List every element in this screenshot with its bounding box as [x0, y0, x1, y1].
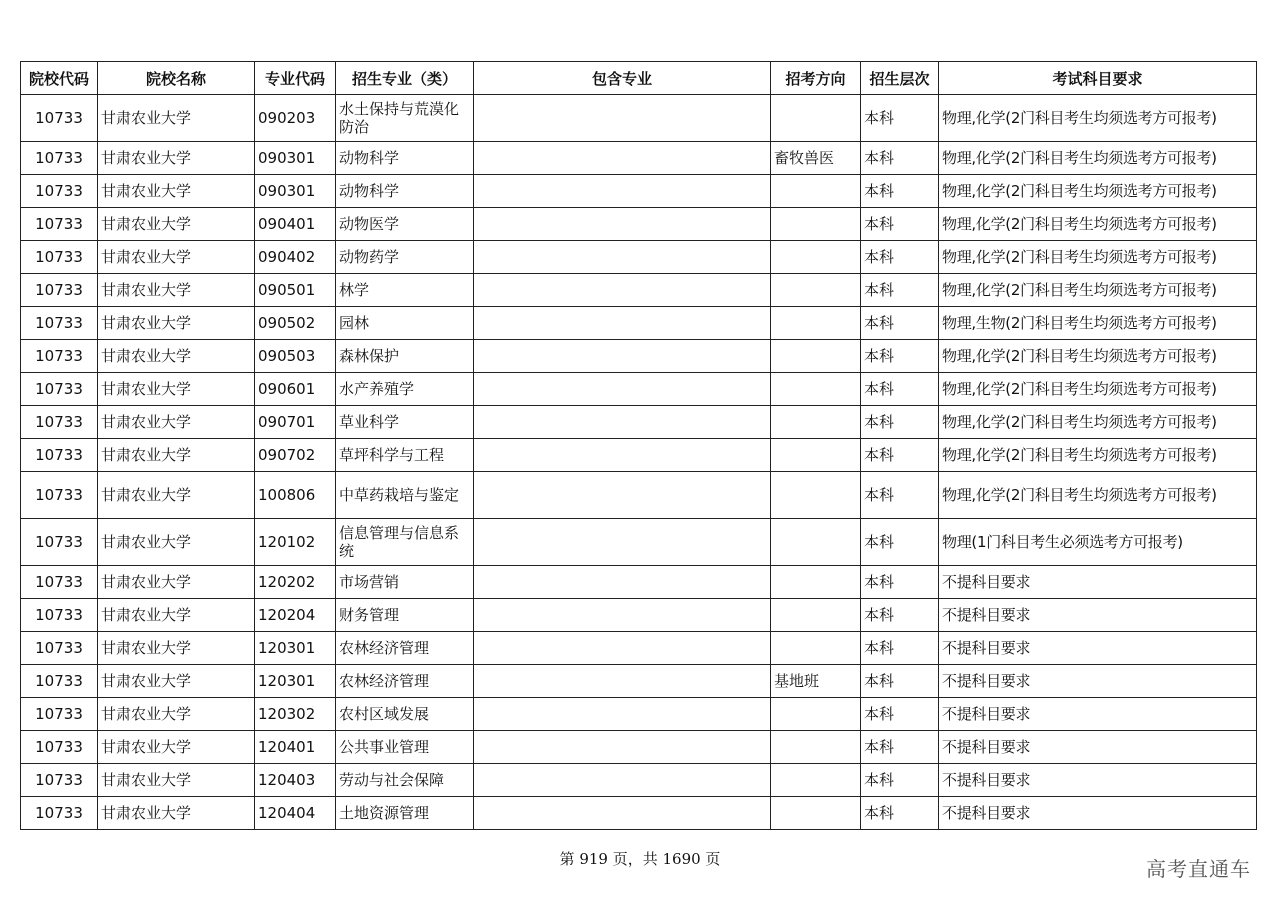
- cell-school-name: 甘肃农业大学: [98, 307, 255, 340]
- cell-level: 本科: [861, 406, 939, 439]
- header-level: 招生层次: [861, 62, 939, 95]
- cell-school-code: 10733: [21, 274, 98, 307]
- cell-level: 本科: [861, 731, 939, 764]
- cell-level: 本科: [861, 274, 939, 307]
- cell-included-majors: [474, 698, 771, 731]
- cell-major: 中草药栽培与鉴定: [336, 472, 474, 519]
- cell-included-majors: [474, 731, 771, 764]
- cell-included-majors: [474, 439, 771, 472]
- table-row: [21, 373, 1257, 406]
- cell-direction: [771, 519, 861, 566]
- cell-major-code: 120404: [255, 797, 336, 830]
- cell-direction: [771, 208, 861, 241]
- cell-major: 市场营销: [336, 566, 474, 599]
- cell-school-name: 甘肃农业大学: [98, 142, 255, 175]
- cell-subject-requirement: 物理,化学(2门科目考生均须选考方可报考): [939, 439, 1257, 472]
- cell-major-code: 120301: [255, 665, 336, 698]
- cell-school-name: 甘肃农业大学: [98, 208, 255, 241]
- cell-direction: [771, 632, 861, 665]
- header-major: 招生专业（类）: [336, 62, 474, 95]
- table-row: [21, 406, 1257, 439]
- table-row: [21, 632, 1257, 665]
- cell-major-code: 090701: [255, 406, 336, 439]
- cell-major: 水产养殖学: [336, 373, 474, 406]
- cell-direction: [771, 373, 861, 406]
- cell-direction: [771, 340, 861, 373]
- cell-school-name: 甘肃农业大学: [98, 472, 255, 519]
- cell-direction: [771, 566, 861, 599]
- table-row: [21, 519, 1257, 566]
- cell-school-code: 10733: [21, 566, 98, 599]
- cell-included-majors: [474, 142, 771, 175]
- cell-included-majors: [474, 566, 771, 599]
- cell-major: 农村区域发展: [336, 698, 474, 731]
- cell-subject-requirement: 物理,化学(2门科目考生均须选考方可报考): [939, 340, 1257, 373]
- cell-direction: [771, 764, 861, 797]
- cell-level: 本科: [861, 665, 939, 698]
- cell-school-code: 10733: [21, 731, 98, 764]
- cell-subject-requirement: 物理(1门科目考生必须选考方可报考): [939, 519, 1257, 566]
- cell-school-name: 甘肃农业大学: [98, 373, 255, 406]
- cell-direction: 畜牧兽医: [771, 142, 861, 175]
- cell-major-code: 100806: [255, 472, 336, 519]
- cell-major-code: 090502: [255, 307, 336, 340]
- cell-included-majors: [474, 175, 771, 208]
- cell-major-code: 090501: [255, 274, 336, 307]
- cell-major-code: 120202: [255, 566, 336, 599]
- cell-level: 本科: [861, 340, 939, 373]
- cell-school-name: 甘肃农业大学: [98, 698, 255, 731]
- cell-major: 水土保持与荒漠化防治: [336, 95, 474, 142]
- cell-major-code: 090203: [255, 95, 336, 142]
- cell-level: 本科: [861, 632, 939, 665]
- cell-school-code: 10733: [21, 142, 98, 175]
- cell-major: 草坪科学与工程: [336, 439, 474, 472]
- cell-direction: [771, 472, 861, 519]
- cell-major-code: 090402: [255, 241, 336, 274]
- cell-subject-requirement: 物理,化学(2门科目考生均须选考方可报考): [939, 373, 1257, 406]
- cell-level: 本科: [861, 175, 939, 208]
- cell-subject-requirement: 不提科目要求: [939, 797, 1257, 830]
- cell-major-code: 120401: [255, 731, 336, 764]
- cell-school-name: 甘肃农业大学: [98, 632, 255, 665]
- table-row: [21, 731, 1257, 764]
- cell-major-code: 120302: [255, 698, 336, 731]
- cell-school-code: 10733: [21, 175, 98, 208]
- table-row: [21, 142, 1257, 175]
- cell-subject-requirement: 物理,化学(2门科目考生均须选考方可报考): [939, 208, 1257, 241]
- cell-major-code: 120301: [255, 632, 336, 665]
- cell-subject-requirement: 不提科目要求: [939, 731, 1257, 764]
- cell-major-code: 090301: [255, 142, 336, 175]
- cell-subject-requirement: 不提科目要求: [939, 566, 1257, 599]
- cell-school-code: 10733: [21, 340, 98, 373]
- cell-level: 本科: [861, 307, 939, 340]
- cell-subject-requirement: 物理,化学(2门科目考生均须选考方可报考): [939, 472, 1257, 519]
- table-row: [21, 340, 1257, 373]
- page-indicator: 第 919 页，共 1690 页: [559, 850, 721, 868]
- cell-major: 园林: [336, 307, 474, 340]
- cell-subject-requirement: 物理,化学(2门科目考生均须选考方可报考): [939, 142, 1257, 175]
- cell-direction: [771, 274, 861, 307]
- cell-subject-requirement: 不提科目要求: [939, 632, 1257, 665]
- cell-subject-requirement: 物理,生物(2门科目考生均须选考方可报考): [939, 307, 1257, 340]
- cell-level: 本科: [861, 439, 939, 472]
- cell-level: 本科: [861, 373, 939, 406]
- cell-subject-requirement: 物理,化学(2门科目考生均须选考方可报考): [939, 406, 1257, 439]
- cell-major-code: 120403: [255, 764, 336, 797]
- cell-direction: [771, 95, 861, 142]
- cell-included-majors: [474, 307, 771, 340]
- cell-included-majors: [474, 632, 771, 665]
- cell-school-code: 10733: [21, 472, 98, 519]
- cell-level: 本科: [861, 797, 939, 830]
- cell-major: 草业科学: [336, 406, 474, 439]
- cell-major: 森林保护: [336, 340, 474, 373]
- table-row: [21, 665, 1257, 698]
- table-row: [21, 566, 1257, 599]
- cell-school-code: 10733: [21, 764, 98, 797]
- cell-subject-requirement: 物理,化学(2门科目考生均须选考方可报考): [939, 175, 1257, 208]
- cell-school-code: 10733: [21, 307, 98, 340]
- cell-level: 本科: [861, 208, 939, 241]
- table-row: [21, 95, 1257, 142]
- cell-included-majors: [474, 797, 771, 830]
- cell-major-code: 120204: [255, 599, 336, 632]
- cell-included-majors: [474, 599, 771, 632]
- header-subject-requirement: 考试科目要求: [939, 62, 1257, 95]
- header-direction: 招考方向: [771, 62, 861, 95]
- cell-included-majors: [474, 373, 771, 406]
- cell-school-name: 甘肃农业大学: [98, 241, 255, 274]
- cell-direction: [771, 307, 861, 340]
- cell-direction: [771, 241, 861, 274]
- cell-included-majors: [474, 406, 771, 439]
- cell-major: 信息管理与信息系统: [336, 519, 474, 566]
- cell-included-majors: [474, 472, 771, 519]
- cell-major: 动物科学: [336, 175, 474, 208]
- cell-level: 本科: [861, 142, 939, 175]
- cell-included-majors: [474, 340, 771, 373]
- cell-direction: [771, 439, 861, 472]
- table-row: [21, 764, 1257, 797]
- cell-level: 本科: [861, 698, 939, 731]
- table-row: [21, 241, 1257, 274]
- table-row: [21, 797, 1257, 830]
- cell-included-majors: [474, 241, 771, 274]
- table-row: [21, 698, 1257, 731]
- cell-school-code: 10733: [21, 95, 98, 142]
- cell-school-name: 甘肃农业大学: [98, 439, 255, 472]
- cell-major: 农林经济管理: [336, 632, 474, 665]
- cell-school-name: 甘肃农业大学: [98, 599, 255, 632]
- table-row: [21, 307, 1257, 340]
- cell-major: 动物医学: [336, 208, 474, 241]
- cell-level: 本科: [861, 519, 939, 566]
- cell-level: 本科: [861, 599, 939, 632]
- cell-school-code: 10733: [21, 439, 98, 472]
- cell-school-name: 甘肃农业大学: [98, 665, 255, 698]
- cell-major: 土地资源管理: [336, 797, 474, 830]
- cell-direction: 基地班: [771, 665, 861, 698]
- cell-major-code: 090301: [255, 175, 336, 208]
- cell-subject-requirement: 不提科目要求: [939, 599, 1257, 632]
- table-row: [21, 175, 1257, 208]
- cell-school-code: 10733: [21, 632, 98, 665]
- table-row: [21, 599, 1257, 632]
- cell-direction: [771, 797, 861, 830]
- cell-subject-requirement: 物理,化学(2门科目考生均须选考方可报考): [939, 241, 1257, 274]
- cell-major: 动物科学: [336, 142, 474, 175]
- cell-major: 农林经济管理: [336, 665, 474, 698]
- cell-subject-requirement: 物理,化学(2门科目考生均须选考方可报考): [939, 274, 1257, 307]
- cell-school-name: 甘肃农业大学: [98, 340, 255, 373]
- cell-subject-requirement: 不提科目要求: [939, 665, 1257, 698]
- cell-school-name: 甘肃农业大学: [98, 95, 255, 142]
- cell-school-name: 甘肃农业大学: [98, 797, 255, 830]
- table-row: [21, 472, 1257, 519]
- cell-school-code: 10733: [21, 599, 98, 632]
- cell-school-name: 甘肃农业大学: [98, 731, 255, 764]
- cell-major-code: 090401: [255, 208, 336, 241]
- cell-level: 本科: [861, 764, 939, 797]
- cell-school-code: 10733: [21, 519, 98, 566]
- cell-included-majors: [474, 764, 771, 797]
- cell-level: 本科: [861, 95, 939, 142]
- cell-major: 公共事业管理: [336, 731, 474, 764]
- cell-school-name: 甘肃农业大学: [98, 566, 255, 599]
- cell-major-code: 090503: [255, 340, 336, 373]
- header-school-name: 院校名称: [98, 62, 255, 95]
- cell-direction: [771, 698, 861, 731]
- cell-included-majors: [474, 208, 771, 241]
- header-school-code: 院校代码: [21, 62, 98, 95]
- cell-major: 动物药学: [336, 241, 474, 274]
- cell-school-name: 甘肃农业大学: [98, 519, 255, 566]
- cell-direction: [771, 731, 861, 764]
- cell-school-code: 10733: [21, 208, 98, 241]
- cell-included-majors: [474, 274, 771, 307]
- cell-major-code: 120102: [255, 519, 336, 566]
- table-header-row: [21, 62, 1257, 95]
- header-major-code: 专业代码: [255, 62, 336, 95]
- cell-major: 劳动与社会保障: [336, 764, 474, 797]
- cell-school-code: 10733: [21, 698, 98, 731]
- cell-school-name: 甘肃农业大学: [98, 406, 255, 439]
- cell-major: 林学: [336, 274, 474, 307]
- header-included-majors: 包含专业: [474, 62, 771, 95]
- cell-school-code: 10733: [21, 797, 98, 830]
- table-row: [21, 439, 1257, 472]
- cell-subject-requirement: 物理,化学(2门科目考生均须选考方可报考): [939, 95, 1257, 142]
- cell-direction: [771, 175, 861, 208]
- cell-direction: [771, 406, 861, 439]
- cell-school-code: 10733: [21, 241, 98, 274]
- cell-major-code: 090601: [255, 373, 336, 406]
- enrollment-table: [20, 61, 1257, 830]
- table-row: [21, 274, 1257, 307]
- cell-included-majors: [474, 519, 771, 566]
- cell-direction: [771, 599, 861, 632]
- cell-school-name: 甘肃农业大学: [98, 175, 255, 208]
- cell-school-name: 甘肃农业大学: [98, 764, 255, 797]
- cell-level: 本科: [861, 472, 939, 519]
- cell-major: 财务管理: [336, 599, 474, 632]
- watermark: 高考直通车: [1146, 857, 1251, 881]
- cell-school-code: 10733: [21, 406, 98, 439]
- cell-included-majors: [474, 95, 771, 142]
- table-row: [21, 208, 1257, 241]
- cell-school-code: 10733: [21, 665, 98, 698]
- cell-school-name: 甘肃农业大学: [98, 274, 255, 307]
- cell-level: 本科: [861, 241, 939, 274]
- cell-level: 本科: [861, 566, 939, 599]
- cell-major-code: 090702: [255, 439, 336, 472]
- cell-subject-requirement: 不提科目要求: [939, 764, 1257, 797]
- cell-school-code: 10733: [21, 373, 98, 406]
- cell-included-majors: [474, 665, 771, 698]
- cell-subject-requirement: 不提科目要求: [939, 698, 1257, 731]
